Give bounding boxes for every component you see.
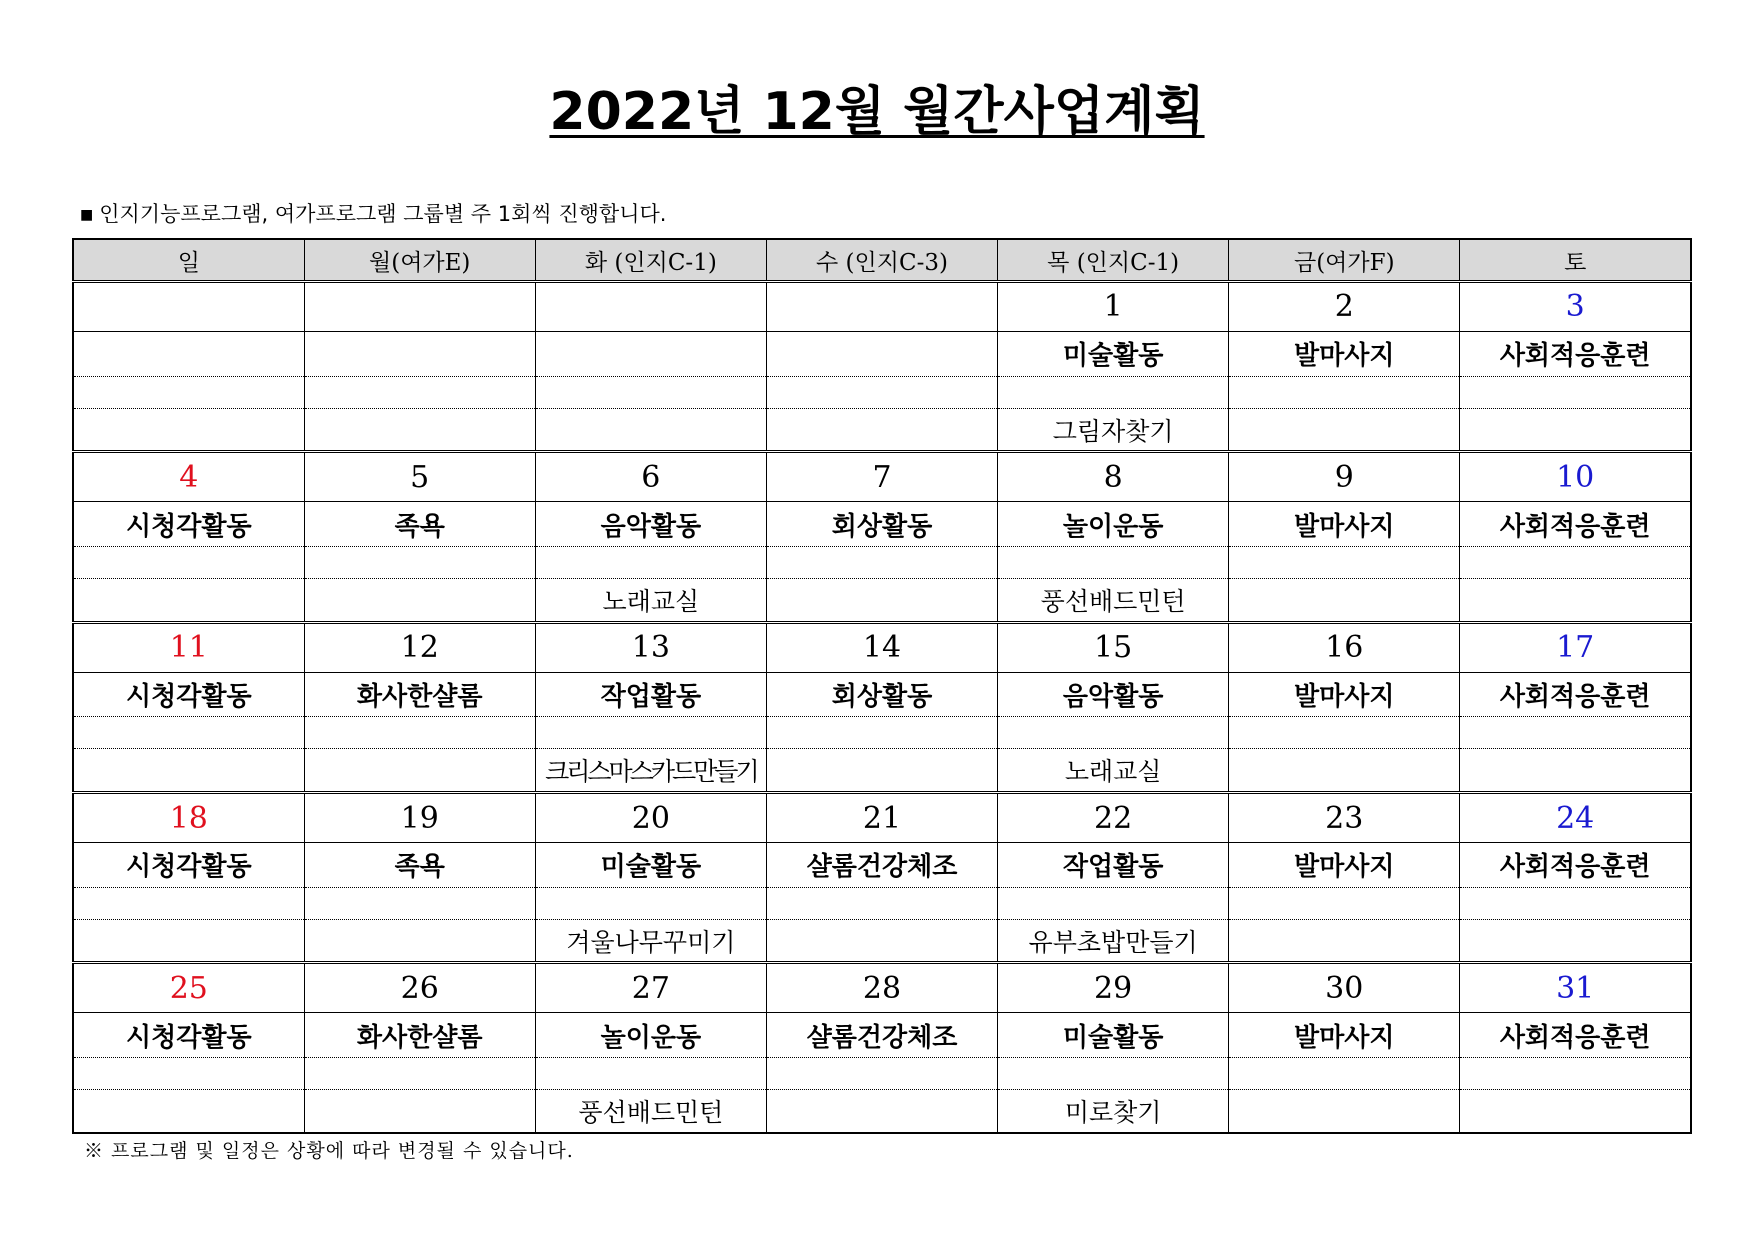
date-row [73,622,1691,672]
activity-cell [1460,1090,1691,1133]
date-cell: 25 [73,963,304,1013]
activity-row [73,749,1691,793]
activity-cell [766,408,997,452]
program-cell: 화사한샬롬 [304,672,535,717]
program-cell: 회상활동 [766,672,997,717]
schedule-change-note: ※ 프로그램 및 일정은 상황에 따라 변경될 수 있습니다. [84,1140,574,1162]
program-cell [73,331,304,376]
page-title-text: 2022년 12월 월간사업계획 [549,82,1205,142]
activity-cell: 겨울나무꾸미기 [535,919,766,963]
program-cell: 족욕 [304,502,535,547]
blank-row [73,376,1691,408]
blank-cell [535,717,766,749]
blank-cell [1460,1057,1691,1089]
date-cell: 30 [1229,963,1460,1013]
blank-row [73,887,1691,919]
blank-cell [1229,1057,1460,1089]
blank-cell [766,376,997,408]
date-cell: 17 [1460,622,1691,672]
program-row [73,502,1691,547]
date-row [73,963,1691,1013]
blank-cell [766,887,997,919]
blank-cell [998,887,1229,919]
program-cell [304,331,535,376]
weekday-header: 화 (인지C-1) [535,239,766,282]
date-cell: 19 [304,793,535,843]
date-cell: 18 [73,793,304,843]
blank-cell [535,376,766,408]
blank-cell [304,1057,535,1089]
activity-cell [73,749,304,793]
date-cell [304,282,535,332]
blank-cell [998,717,1229,749]
date-cell: 12 [304,622,535,672]
activity-cell [1460,749,1691,793]
date-row [73,282,1691,332]
activity-cell [73,408,304,452]
activity-cell [766,1090,997,1133]
activity-cell: 풍선배드민턴 [998,579,1229,623]
blank-row [73,546,1691,578]
program-cell: 작업활동 [998,842,1229,887]
square-bullet-icon: ■ [80,207,94,223]
blank-cell [1460,376,1691,408]
date-cell: 27 [535,963,766,1013]
date-cell: 22 [998,793,1229,843]
program-cell: 회상활동 [766,502,997,547]
blank-cell [535,1057,766,1089]
date-cell: 15 [998,622,1229,672]
blank-cell [73,376,304,408]
program-cell: 샬롬건강체조 [766,1013,997,1058]
activity-cell [1460,579,1691,623]
program-cell: 발마사지 [1229,842,1460,887]
date-cell [766,282,997,332]
date-cell: 1 [998,282,1229,332]
blank-cell [766,1057,997,1089]
activity-cell [73,1090,304,1133]
activity-cell: 그림자찾기 [998,408,1229,452]
blank-cell [1229,887,1460,919]
date-row [73,793,1691,843]
program-cell: 미술활동 [998,1013,1229,1058]
date-cell: 10 [1460,452,1691,502]
program-cell: 놀이운동 [535,1013,766,1058]
program-cell: 시청각활동 [73,672,304,717]
activity-cell [766,919,997,963]
activity-cell [1229,579,1460,623]
program-cell: 미술활동 [535,842,766,887]
activity-cell [73,579,304,623]
weekday-header-row [73,239,1691,282]
date-cell: 20 [535,793,766,843]
date-cell: 16 [1229,622,1460,672]
program-cell: 놀이운동 [998,502,1229,547]
blank-cell [535,546,766,578]
date-cell: 29 [998,963,1229,1013]
date-cell: 6 [535,452,766,502]
date-cell: 8 [998,452,1229,502]
blank-cell [1460,546,1691,578]
program-cell: 작업활동 [535,672,766,717]
blank-cell [304,546,535,578]
date-cell: 13 [535,622,766,672]
program-cell: 사회적응훈련 [1460,842,1691,887]
program-cell: 음악활동 [535,502,766,547]
activity-cell: 풍선배드민턴 [535,1090,766,1133]
weekday-header: 금(여가F) [1229,239,1460,282]
program-cell: 사회적응훈련 [1460,331,1691,376]
date-cell [535,282,766,332]
program-cell: 사회적응훈련 [1460,502,1691,547]
date-cell: 3 [1460,282,1691,332]
activity-cell [304,919,535,963]
program-cell: 음악활동 [998,672,1229,717]
program-row [73,672,1691,717]
activity-cell: 미로찾기 [998,1090,1229,1133]
weekday-header: 토 [1460,239,1691,282]
date-cell [73,282,304,332]
program-row [73,331,1691,376]
activity-cell [1460,408,1691,452]
date-row [73,452,1691,502]
activity-cell: 노래교실 [535,579,766,623]
page-title [0,80,1754,144]
activity-cell [535,408,766,452]
blank-cell [73,546,304,578]
blank-cell [766,717,997,749]
date-cell: 4 [73,452,304,502]
activity-row [73,1090,1691,1133]
program-cell: 발마사지 [1229,1013,1460,1058]
program-note [80,200,666,229]
program-note-text: 인지기능프로그램, 여가프로그램 그룹별 주 1회씩 진행합니다. [99,202,667,226]
blank-row [73,717,1691,749]
blank-cell [766,546,997,578]
blank-cell [1460,717,1691,749]
date-cell: 7 [766,452,997,502]
activity-cell [73,919,304,963]
blank-cell [73,717,304,749]
blank-cell [1229,376,1460,408]
program-cell: 샬롬건강체조 [766,842,997,887]
program-row [73,842,1691,887]
blank-cell [998,1057,1229,1089]
activity-cell [1229,749,1460,793]
blank-cell [73,1057,304,1089]
blank-row [73,1057,1691,1089]
program-cell: 족욕 [304,842,535,887]
activity-row [73,408,1691,452]
activity-cell: 노래교실 [998,749,1229,793]
date-cell: 21 [766,793,997,843]
program-cell: 미술활동 [998,331,1229,376]
program-row [73,1013,1691,1058]
blank-cell [1229,717,1460,749]
date-cell: 14 [766,622,997,672]
blank-cell [998,546,1229,578]
activity-cell: 크리스마스카드만들기 [535,749,766,793]
activity-cell [1229,1090,1460,1133]
activity-cell [766,579,997,623]
blank-cell [304,376,535,408]
activity-cell [1229,408,1460,452]
activity-cell [304,408,535,452]
weekday-header: 수 (인지C-3) [766,239,997,282]
program-cell: 발마사지 [1229,502,1460,547]
program-cell: 사회적응훈련 [1460,1013,1691,1058]
date-cell: 26 [304,963,535,1013]
weekday-header: 일 [73,239,304,282]
blank-cell [304,717,535,749]
program-cell: 사회적응훈련 [1460,672,1691,717]
program-cell: 시청각활동 [73,502,304,547]
activity-cell [766,749,997,793]
activity-cell [1229,919,1460,963]
activity-cell [304,1090,535,1133]
date-cell: 28 [766,963,997,1013]
blank-cell [1460,887,1691,919]
date-cell: 24 [1460,793,1691,843]
blank-cell [304,887,535,919]
monthly-calendar-table [72,238,1692,1134]
date-cell: 23 [1229,793,1460,843]
blank-cell [73,887,304,919]
activity-row [73,919,1691,963]
program-cell: 화사한샬롬 [304,1013,535,1058]
program-cell [766,331,997,376]
program-cell [535,331,766,376]
date-cell: 11 [73,622,304,672]
program-cell: 시청각활동 [73,842,304,887]
date-cell: 2 [1229,282,1460,332]
date-cell: 9 [1229,452,1460,502]
program-cell: 시청각활동 [73,1013,304,1058]
blank-cell [1229,546,1460,578]
activity-cell: 유부초밥만들기 [998,919,1229,963]
activity-cell [304,579,535,623]
date-cell: 5 [304,452,535,502]
program-cell: 발마사지 [1229,672,1460,717]
weekday-header: 월(여가E) [304,239,535,282]
blank-cell [535,887,766,919]
weekday-header: 목 (인지C-1) [998,239,1229,282]
activity-cell [1460,919,1691,963]
program-cell: 발마사지 [1229,331,1460,376]
activity-cell [304,749,535,793]
date-cell: 31 [1460,963,1691,1013]
blank-cell [998,376,1229,408]
activity-row [73,579,1691,623]
